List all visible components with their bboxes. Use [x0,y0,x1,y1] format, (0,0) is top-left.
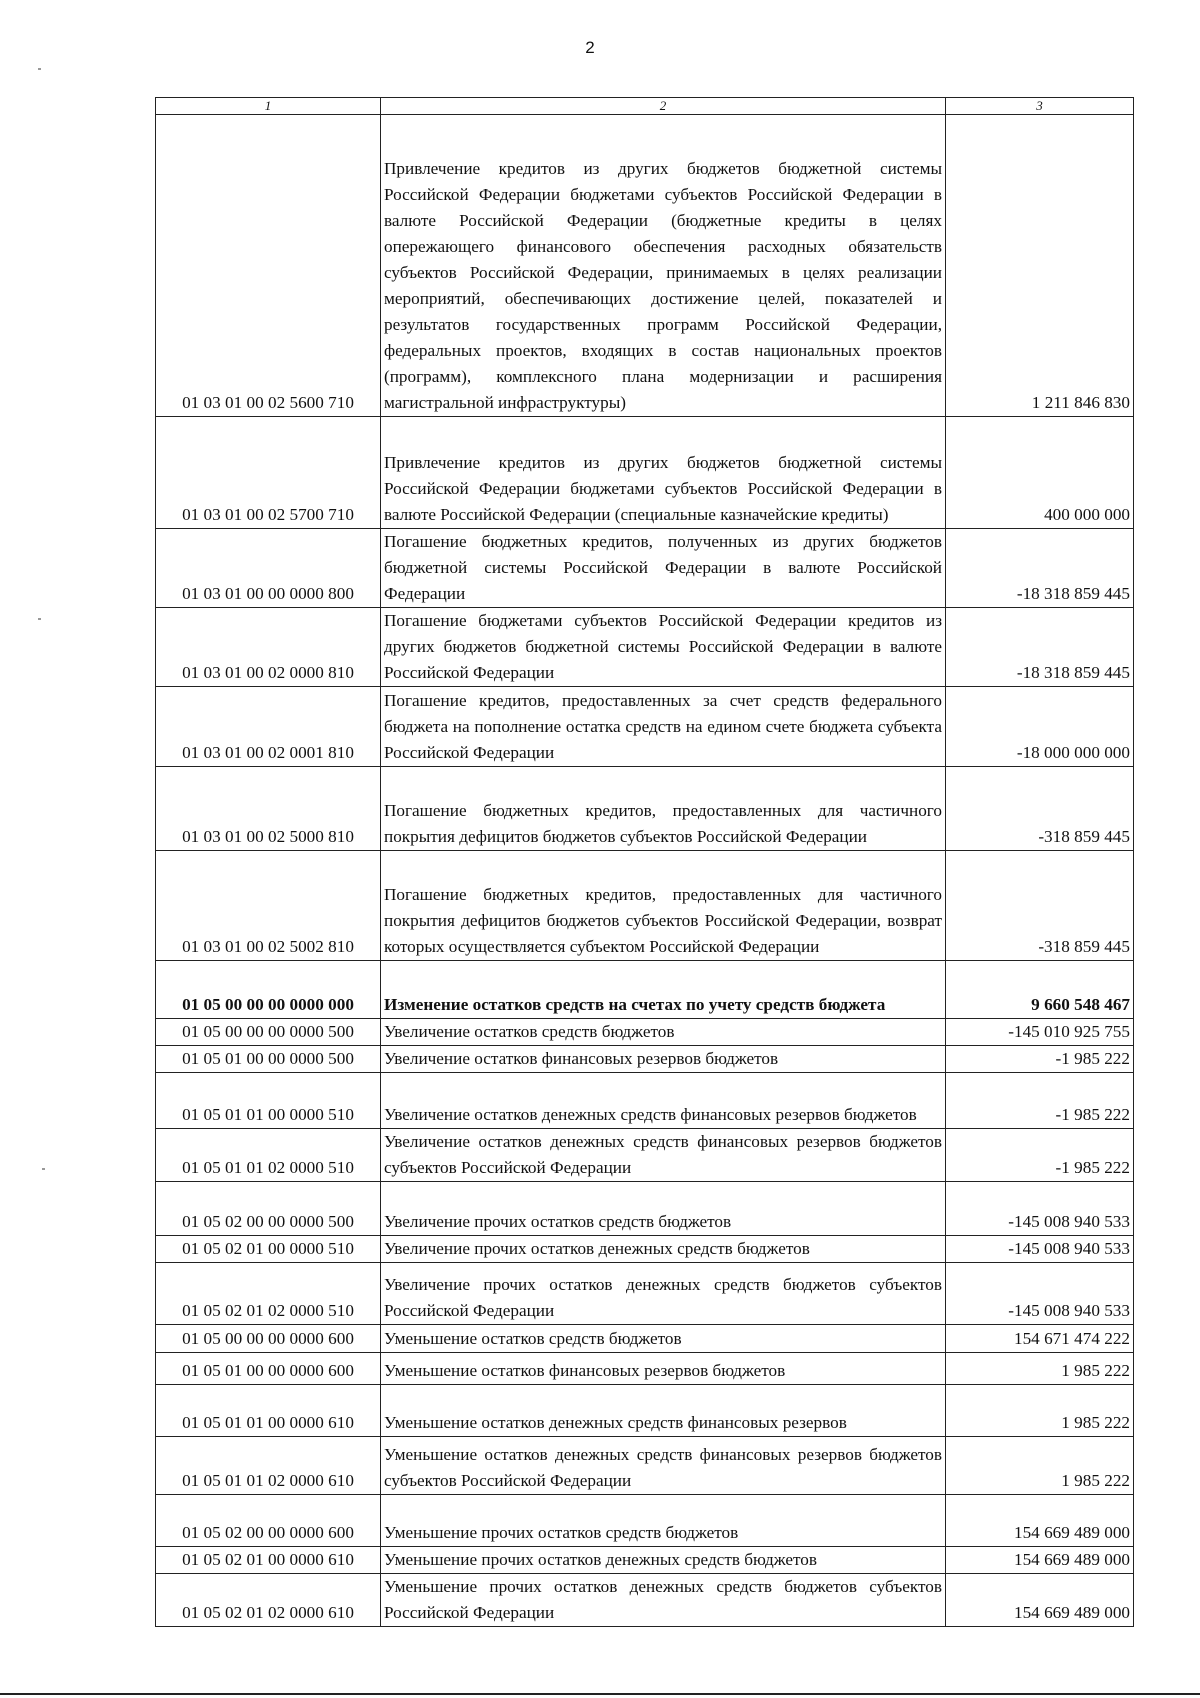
amount-cell: -145 008 940 533 [946,1182,1134,1236]
description-cell: Привлечение кредитов из других бюджетов бюджетной системы Российской Федерации бюджетами субъектов Российской Федерации в валюте Российской Федерации (специальные казначейские кредиты) [381,417,946,529]
table-row [156,1182,1134,1236]
table-row [156,1129,1134,1182]
description-cell: Увеличение остатков финансовых резервов бюджетов [381,1046,946,1073]
budget-code-cell: 01 05 00 00 00 0000 600 [156,1325,381,1353]
amount-cell: -18 318 859 445 [946,608,1134,687]
amount-cell: 1 985 222 [946,1385,1134,1437]
scan-speck [38,618,41,620]
table-header-row [156,98,1134,115]
description-cell: Уменьшение остатков денежных средств финансовых резервов бюджетов субъектов Российской Федерации [381,1437,946,1495]
table-row [156,1385,1134,1437]
amount-cell: 9 660 548 467 [946,961,1134,1019]
budget-code-cell: 01 05 02 01 02 0000 510 [156,1263,381,1325]
page-number: 2 [585,38,595,57]
description-cell: Уменьшение прочих остатков средств бюджетов [381,1495,946,1547]
table-row [156,1236,1134,1263]
scan-speck [38,68,41,70]
table-row [156,1073,1134,1129]
budget-code-cell: 01 05 01 01 02 0000 510 [156,1129,381,1182]
amount-cell: -318 859 445 [946,767,1134,851]
budget-code-cell: 01 05 01 01 02 0000 610 [156,1437,381,1495]
amount-cell: 154 671 474 222 [946,1325,1134,1353]
description-cell: Увеличение остатков денежных средств финансовых резервов бюджетов субъектов Российской Федерации [381,1129,946,1182]
table-row [156,1574,1134,1627]
budget-code-cell: 01 05 01 00 00 0000 600 [156,1353,381,1385]
table-row [156,1325,1134,1353]
table-row [156,529,1134,608]
amount-cell: -145 010 925 755 [946,1019,1134,1046]
budget-code-cell: 01 05 02 00 00 0000 600 [156,1495,381,1547]
table-row [156,1437,1134,1495]
amount-cell: 154 669 489 000 [946,1547,1134,1574]
amount-cell: 154 669 489 000 [946,1495,1134,1547]
amount-cell: -18 000 000 000 [946,687,1134,767]
table-row [156,851,1134,961]
page-bottom-edge [0,1693,1200,1695]
description-cell: Увеличение прочих остатков средств бюджетов [381,1182,946,1236]
budget-code-cell: 01 03 01 00 02 0000 810 [156,608,381,687]
table-row [156,115,1134,417]
description-cell: Погашение бюджетных кредитов, предоставленных для частичного покрытия дефицитов бюджетов субъектов Российской Федерации, возврат которых осуществляется субъектом Российской Федерации [381,851,946,961]
description-cell: Уменьшение остатков денежных средств финансовых резервов [381,1385,946,1437]
table-row [156,767,1134,851]
budget-code-cell: 01 05 00 00 00 0000 500 [156,1019,381,1046]
amount-cell: -18 318 859 445 [946,529,1134,608]
budget-code-cell: 01 05 02 01 02 0000 610 [156,1574,381,1627]
table-row [156,1019,1134,1046]
table-row [156,961,1134,1019]
description-cell: Привлечение кредитов из других бюджетов бюджетной системы Российской Федерации бюджетами субъектов Российской Федерации в валюте Российской Федерации (бюджетные кредиты в целях опережающего финансового обеспечения расходных обязательств субъектов Российской Федерации, принимаемых в целях реализации мероприятий, обеспечивающих достижение целей, показателей и результатов государственных программ Российской Федерации, федеральных проектов, входящих в состав национальных проектов (программ), комплексного плана модернизации и расширения магистральной инфраструктуры) [381,115,946,417]
budget-code-cell: 01 05 01 01 00 0000 510 [156,1073,381,1129]
amount-cell: -1 985 222 [946,1073,1134,1129]
amount-cell: 1 211 846 830 [946,115,1134,417]
budget-code-cell: 01 05 01 00 00 0000 500 [156,1046,381,1073]
table-row [156,1353,1134,1385]
budget-code-cell: 01 05 02 01 00 0000 610 [156,1547,381,1574]
budget-code-cell: 01 03 01 00 02 0001 810 [156,687,381,767]
column-header-description: 2 [381,98,946,115]
amount-cell: -1 985 222 [946,1129,1134,1182]
budget-sources-table [155,97,1134,1627]
budget-code-cell: 01 03 01 00 02 5002 810 [156,851,381,961]
description-cell: Увеличение прочих остатков денежных средств бюджетов субъектов Российской Федерации [381,1263,946,1325]
budget-code-cell: 01 05 02 00 00 0000 500 [156,1182,381,1236]
amount-cell: -145 008 940 533 [946,1263,1134,1325]
description-cell: Уменьшение остатков средств бюджетов [381,1325,946,1353]
description-cell: Уменьшение остатков финансовых резервов бюджетов [381,1353,946,1385]
description-cell: Погашение бюджетных кредитов, полученных из других бюджетов бюджетной системы Российской Федерации в валюте Российской Федерации [381,529,946,608]
amount-cell: 154 669 489 000 [946,1574,1134,1627]
description-cell: Увеличение прочих остатков денежных средств бюджетов [381,1236,946,1263]
description-cell: Увеличение остатков средств бюджетов [381,1019,946,1046]
scan-speck [42,1168,45,1170]
table-row [156,1046,1134,1073]
amount-cell: 1 985 222 [946,1437,1134,1495]
amount-cell: -145 008 940 533 [946,1236,1134,1263]
description-cell: Уменьшение прочих остатков денежных средств бюджетов субъектов Российской Федерации [381,1574,946,1627]
description-cell: Погашение кредитов, предоставленных за счет средств федерального бюджета на пополнение остатка средств на едином счете бюджета субъекта Российской Федерации [381,687,946,767]
budget-code-cell: 01 03 01 00 02 5700 710 [156,417,381,529]
table-row [156,417,1134,529]
table-row [156,608,1134,687]
amount-cell: -1 985 222 [946,1046,1134,1073]
budget-code-cell: 01 05 02 01 00 0000 510 [156,1236,381,1263]
description-cell: Уменьшение прочих остатков денежных средств бюджетов [381,1547,946,1574]
description-cell: Погашение бюджетами субъектов Российской Федерации кредитов из других бюджетов бюджетной системы Российской Федерации в валюте Российской Федерации [381,608,946,687]
table-row [156,1263,1134,1325]
column-header-amount: 3 [946,98,1134,115]
amount-cell: -318 859 445 [946,851,1134,961]
table-row [156,687,1134,767]
description-cell: Увеличение остатков денежных средств финансовых резервов бюджетов [381,1073,946,1129]
amount-cell: 1 985 222 [946,1353,1134,1385]
description-cell: Изменение остатков средств на счетах по учету средств бюджета [381,961,946,1019]
table-row [156,1547,1134,1574]
amount-cell: 400 000 000 [946,417,1134,529]
budget-code-cell: 01 05 01 01 00 0000 610 [156,1385,381,1437]
table-row [156,1495,1134,1547]
budget-code-cell: 01 05 00 00 00 0000 000 [156,961,381,1019]
description-cell: Погашение бюджетных кредитов, предоставленных для частичного покрытия дефицитов бюджетов субъектов Российской Федерации [381,767,946,851]
budget-code-cell: 01 03 01 00 02 5000 810 [156,767,381,851]
budget-code-cell: 01 03 01 00 00 0000 800 [156,529,381,608]
column-header-code: 1 [156,98,381,115]
budget-code-cell: 01 03 01 00 02 5600 710 [156,115,381,417]
